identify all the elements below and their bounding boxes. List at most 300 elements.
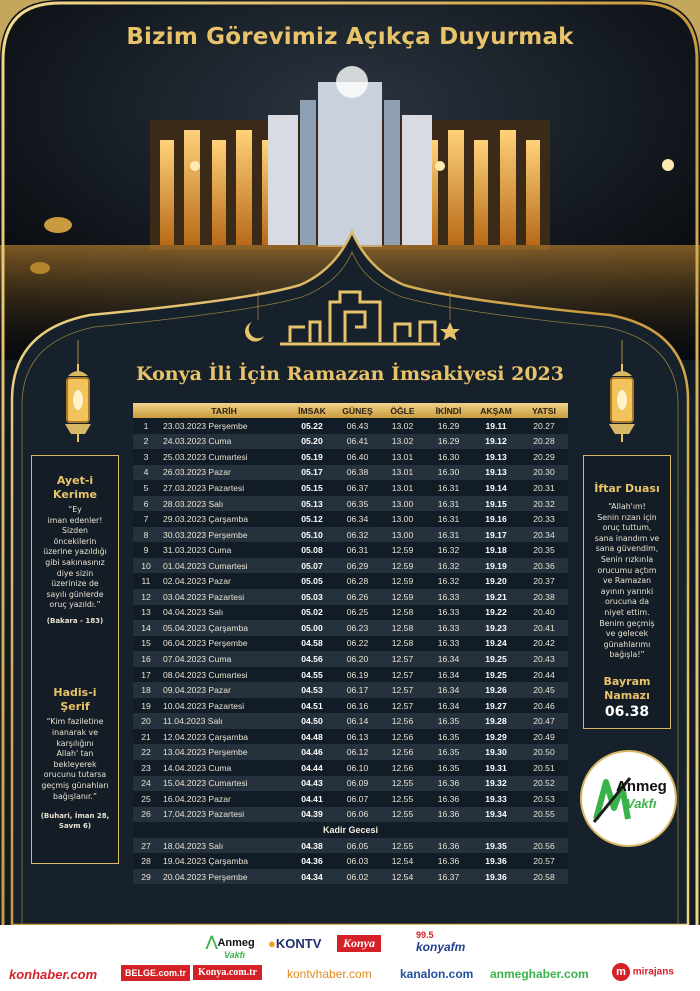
text-line: sana inandım ve bbox=[594, 533, 660, 543]
text-line: Senin rızan için bbox=[597, 512, 657, 522]
ikindi-time: 16.33 bbox=[425, 620, 472, 636]
bayram-namazi-time: 06.38 bbox=[604, 703, 650, 720]
ogle-time: 12.54 bbox=[380, 869, 425, 885]
text-line: bağışlanır.” bbox=[53, 791, 97, 801]
yatsi-time: 20.43 bbox=[520, 651, 568, 667]
ikindi-time: 16.29 bbox=[425, 434, 472, 450]
ogle-time: 12.58 bbox=[380, 620, 425, 636]
ogle-time: 12.57 bbox=[380, 682, 425, 698]
imsak-time: 05.10 bbox=[289, 527, 335, 543]
aksam-time: 19.12 bbox=[472, 434, 520, 450]
gunes-time: 06.19 bbox=[335, 667, 380, 683]
table-row bbox=[133, 636, 568, 652]
row-number: 6 bbox=[133, 496, 159, 512]
gunes-time: 06.35 bbox=[335, 496, 380, 512]
logo-line-1: Anmeg bbox=[616, 778, 667, 795]
aksam-time: 19.14 bbox=[472, 480, 520, 496]
ikindi-time: 16.30 bbox=[425, 465, 472, 481]
imsak-time: 05.00 bbox=[289, 620, 335, 636]
iftar-duasi-text bbox=[592, 502, 662, 661]
imsak-time: 04.56 bbox=[289, 651, 335, 667]
footer-anmeg: ⋀Anmeg Vakfı bbox=[206, 933, 255, 960]
footer-konyafm: 99.5 konyafm bbox=[416, 930, 466, 954]
footer-mirajans: m mirajans bbox=[612, 963, 674, 981]
yatsi-time: 20.28 bbox=[520, 434, 568, 450]
yatsi-time: 20.35 bbox=[520, 542, 568, 558]
row-number: 2 bbox=[133, 434, 159, 450]
text-line: orucunu tutarsa bbox=[43, 770, 107, 780]
row-number: 10 bbox=[133, 558, 159, 574]
kontv-icon: ● bbox=[268, 936, 276, 951]
gunes-time: 06.09 bbox=[335, 776, 380, 792]
row-number: 23 bbox=[133, 760, 159, 776]
aksam-time: 19.20 bbox=[472, 573, 520, 589]
aksam-time: 19.31 bbox=[472, 760, 520, 776]
ogle-time: 13.00 bbox=[380, 496, 425, 512]
imsak-time: 04.34 bbox=[289, 869, 335, 885]
aksam-time: 19.36 bbox=[472, 853, 520, 869]
row-number: 3 bbox=[133, 449, 159, 465]
row-date: 19.04.2023 Çarşamba bbox=[159, 853, 289, 869]
table-row bbox=[133, 449, 568, 465]
ayet-text bbox=[40, 505, 110, 611]
ogle-time: 12.58 bbox=[380, 636, 425, 652]
hadis-text bbox=[40, 717, 110, 802]
gunes-time: 06.12 bbox=[335, 744, 380, 760]
ogle-time: 12.54 bbox=[380, 853, 425, 869]
aksam-time: 19.16 bbox=[472, 511, 520, 527]
yatsi-time: 20.57 bbox=[520, 853, 568, 869]
text-line: oruç yazıldı.” bbox=[49, 600, 101, 610]
anmeg-mini-icon: ⋀ bbox=[206, 933, 218, 949]
table-row bbox=[133, 558, 568, 574]
aksam-time: 19.30 bbox=[472, 744, 520, 760]
table-row bbox=[133, 605, 568, 621]
table-row bbox=[133, 480, 568, 496]
aksam-time: 19.11 bbox=[472, 418, 520, 434]
yatsi-time: 20.41 bbox=[520, 620, 568, 636]
table-row bbox=[133, 838, 568, 854]
ogle-time: 12.55 bbox=[380, 807, 425, 823]
table-row bbox=[133, 776, 568, 792]
row-number: 29 bbox=[133, 869, 159, 885]
aksam-time: 19.13 bbox=[472, 449, 520, 465]
gunes-time: 06.02 bbox=[335, 869, 380, 885]
aksam-time: 19.33 bbox=[472, 791, 520, 807]
ikindi-time: 16.32 bbox=[425, 573, 472, 589]
ikindi-time: 16.33 bbox=[425, 589, 472, 605]
left-lantern-icon bbox=[60, 362, 96, 444]
table-header-row bbox=[133, 403, 568, 418]
ogle-time: 12.56 bbox=[380, 713, 425, 729]
imsak-time: 05.20 bbox=[289, 434, 335, 450]
imsak-time: 04.48 bbox=[289, 729, 335, 745]
yatsi-time: 20.42 bbox=[520, 636, 568, 652]
gunes-time: 06.22 bbox=[335, 636, 380, 652]
gunes-time: 06.40 bbox=[335, 449, 380, 465]
aksam-time: 19.19 bbox=[472, 558, 520, 574]
row-date: 10.04.2023 Pazartesi bbox=[159, 698, 289, 714]
text-line: “Ey bbox=[68, 505, 82, 514]
right-lantern-icon bbox=[604, 362, 640, 444]
aksam-time: 19.22 bbox=[472, 605, 520, 621]
row-date: 31.03.2023 Cuma bbox=[159, 542, 289, 558]
gunes-time: 06.25 bbox=[335, 605, 380, 621]
row-date: 13.04.2023 Perşembe bbox=[159, 744, 289, 760]
text-line: Senin rızkınla bbox=[600, 554, 654, 564]
row-date: 14.04.2023 Cuma bbox=[159, 760, 289, 776]
text-line: “Kim faziletine bbox=[46, 717, 104, 727]
bayram-label-1: Bayram bbox=[603, 674, 651, 688]
row-date: 29.03.2023 Çarşamba bbox=[159, 511, 289, 527]
imsak-time: 05.22 bbox=[289, 418, 335, 434]
ikindi-time: 16.35 bbox=[425, 744, 472, 760]
text-line: sana güvendim, bbox=[595, 544, 659, 554]
hadis-source-2: Savm 6) bbox=[58, 821, 92, 830]
table-row bbox=[133, 713, 568, 729]
gunes-time: 06.34 bbox=[335, 511, 380, 527]
poster-headline: Bizim Görevimiz Açıkça Duyurmak bbox=[126, 24, 574, 50]
gunes-time: 06.37 bbox=[335, 480, 380, 496]
row-date: 08.04.2023 Cumartesi bbox=[159, 667, 289, 683]
yatsi-time: 20.51 bbox=[520, 760, 568, 776]
gunes-time: 06.17 bbox=[335, 682, 380, 698]
row-number: 16 bbox=[133, 651, 159, 667]
table-row bbox=[133, 418, 568, 434]
aksam-time: 19.15 bbox=[472, 496, 520, 512]
ikindi-time: 16.31 bbox=[425, 511, 472, 527]
yatsi-time: 20.29 bbox=[520, 449, 568, 465]
row-date: 07.04.2023 Cuma bbox=[159, 651, 289, 667]
aksam-time: 19.23 bbox=[472, 620, 520, 636]
text-line: Sizden bbox=[62, 526, 88, 536]
mirajans-icon: m bbox=[612, 963, 630, 981]
text-line: sayılı günlerde bbox=[46, 589, 104, 599]
ogle-time: 13.01 bbox=[380, 449, 425, 465]
yatsi-time: 20.33 bbox=[520, 511, 568, 527]
ogle-time: 12.55 bbox=[380, 776, 425, 792]
row-date: 15.04.2023 Cumartesi bbox=[159, 776, 289, 792]
column-header-4: ÖĞLE bbox=[380, 403, 425, 418]
text-line: karşılığını bbox=[56, 738, 94, 748]
ogle-time: 12.59 bbox=[380, 558, 425, 574]
table-row bbox=[133, 744, 568, 760]
gunes-time: 06.32 bbox=[335, 527, 380, 543]
aksam-time: 19.32 bbox=[472, 776, 520, 792]
ogle-time: 13.01 bbox=[380, 465, 425, 481]
footer-konhaber: konhaber.com bbox=[9, 967, 98, 982]
ayet-hadis-box bbox=[31, 455, 119, 864]
yatsi-time: 20.46 bbox=[520, 698, 568, 714]
imsak-time: 05.15 bbox=[289, 480, 335, 496]
row-number: 15 bbox=[133, 636, 159, 652]
imsak-time: 04.43 bbox=[289, 776, 335, 792]
footer-konya: Konya bbox=[337, 935, 381, 952]
table-row bbox=[133, 434, 568, 450]
logo-line-2: Vakfı bbox=[626, 796, 657, 811]
row-date: 28.03.2023 Salı bbox=[159, 496, 289, 512]
ikindi-time: 16.34 bbox=[425, 667, 472, 683]
yatsi-time: 20.58 bbox=[520, 869, 568, 885]
row-date: 16.04.2023 Pazar bbox=[159, 791, 289, 807]
ogle-time: 12.59 bbox=[380, 573, 425, 589]
aksam-time: 19.17 bbox=[472, 527, 520, 543]
text-line: bağışla!” bbox=[609, 650, 645, 660]
calligraphy-ornament bbox=[270, 282, 450, 352]
aksam-time: 19.28 bbox=[472, 713, 520, 729]
ikindi-time: 16.33 bbox=[425, 636, 472, 652]
ogle-time: 13.02 bbox=[380, 434, 425, 450]
table-row bbox=[133, 573, 568, 589]
row-number: 7 bbox=[133, 511, 159, 527]
row-date: 11.04.2023 Salı bbox=[159, 713, 289, 729]
yatsi-time: 20.27 bbox=[520, 418, 568, 434]
gunes-time: 06.13 bbox=[335, 729, 380, 745]
yatsi-time: 20.37 bbox=[520, 573, 568, 589]
gunes-time: 06.10 bbox=[335, 760, 380, 776]
imsak-time: 04.50 bbox=[289, 713, 335, 729]
row-date: 04.04.2023 Salı bbox=[159, 605, 289, 621]
ogle-time: 13.00 bbox=[380, 511, 425, 527]
table-row bbox=[133, 527, 568, 543]
ikindi-time: 16.35 bbox=[425, 713, 472, 729]
row-number: 1 bbox=[133, 418, 159, 434]
ayet-title-2: Kerime bbox=[53, 488, 97, 501]
text-line: üzerine yazıldığı bbox=[43, 547, 107, 557]
text-line: öncekilerin bbox=[53, 536, 97, 546]
row-date: 18.04.2023 Salı bbox=[159, 838, 289, 854]
row-date: 01.04.2023 Cumartesi bbox=[159, 558, 289, 574]
table-row bbox=[133, 667, 568, 683]
column-header-3: GÜNEŞ bbox=[335, 403, 380, 418]
aksam-time: 19.27 bbox=[472, 698, 520, 714]
row-number: 28 bbox=[133, 853, 159, 869]
ogle-time: 13.01 bbox=[380, 480, 425, 496]
table-row bbox=[133, 542, 568, 558]
table-row bbox=[133, 651, 568, 667]
yatsi-time: 20.45 bbox=[520, 682, 568, 698]
ayet-source: (Bakara - 183) bbox=[46, 616, 104, 625]
text-line: ayının yarınki bbox=[600, 586, 654, 596]
row-date: 05.04.2023 Çarşamba bbox=[159, 620, 289, 636]
gunes-time: 06.16 bbox=[335, 698, 380, 714]
text-line: ve Ramazan bbox=[602, 576, 652, 586]
ogle-time: 12.59 bbox=[380, 542, 425, 558]
gunes-time: 06.38 bbox=[335, 465, 380, 481]
row-number: 12 bbox=[133, 589, 159, 605]
ogle-time: 12.55 bbox=[380, 838, 425, 854]
table-row bbox=[133, 589, 568, 605]
gunes-time: 06.07 bbox=[335, 791, 380, 807]
ogle-time: 12.55 bbox=[380, 791, 425, 807]
hadis-title-2: Şerif bbox=[60, 700, 90, 714]
row-number: 4 bbox=[133, 465, 159, 481]
text-line: niyet ettim. bbox=[604, 607, 650, 617]
imsak-time: 05.02 bbox=[289, 605, 335, 621]
row-date: 12.04.2023 Çarşamba bbox=[159, 729, 289, 745]
footer-kanalon: kanalon.com bbox=[400, 967, 474, 981]
imsak-time: 04.51 bbox=[289, 698, 335, 714]
text-line: “Allah'ım! bbox=[608, 502, 646, 511]
table-row bbox=[133, 698, 568, 714]
row-date: 23.03.2023 Perşembe bbox=[159, 418, 289, 434]
column-header-7: YATSI bbox=[520, 403, 568, 418]
kadir-gecesi-row bbox=[133, 822, 568, 838]
imsak-time: 05.08 bbox=[289, 542, 335, 558]
row-number: 8 bbox=[133, 527, 159, 543]
ikindi-time: 16.37 bbox=[425, 869, 472, 885]
kadir-gecesi-label: Kadir Gecesi bbox=[133, 822, 568, 838]
text-line: ve gelecek bbox=[605, 629, 649, 639]
ikindi-time: 16.35 bbox=[425, 760, 472, 776]
footer-kontvhaber: kontvhaber.com bbox=[287, 967, 372, 981]
column-header-0 bbox=[133, 403, 159, 418]
imsak-time: 05.12 bbox=[289, 511, 335, 527]
gunes-time: 06.31 bbox=[335, 542, 380, 558]
imsak-time: 05.05 bbox=[289, 573, 335, 589]
aksam-time: 19.25 bbox=[472, 667, 520, 683]
iftar-duasi-title: İftar Duası bbox=[594, 482, 660, 495]
ikindi-time: 16.30 bbox=[425, 449, 472, 465]
ogle-time: 12.59 bbox=[380, 589, 425, 605]
text-line: Allah' tan bbox=[56, 749, 94, 759]
row-date: 17.04.2023 Pazartesi bbox=[159, 807, 289, 823]
text-line: Benim geçmiş bbox=[599, 618, 655, 628]
footer-konya-com: Konya.com.tr bbox=[193, 965, 262, 980]
row-date: 20.04.2023 Perşembe bbox=[159, 869, 289, 885]
table-title: Konya İli İçin Ramazan İmsakiyesi 2023 bbox=[136, 363, 564, 385]
yatsi-time: 20.47 bbox=[520, 713, 568, 729]
yatsi-time: 20.34 bbox=[520, 527, 568, 543]
aksam-time: 19.29 bbox=[472, 729, 520, 745]
imsak-time: 04.36 bbox=[289, 853, 335, 869]
ikindi-time: 16.32 bbox=[425, 558, 472, 574]
row-date: 02.04.2023 Pazar bbox=[159, 573, 289, 589]
row-date: 09.04.2023 Pazar bbox=[159, 682, 289, 698]
imsak-time: 04.39 bbox=[289, 807, 335, 823]
gunes-time: 06.29 bbox=[335, 558, 380, 574]
row-number: 25 bbox=[133, 791, 159, 807]
yatsi-time: 20.38 bbox=[520, 589, 568, 605]
row-date: 06.04.2023 Perşembe bbox=[159, 636, 289, 652]
table-row bbox=[133, 760, 568, 776]
ikindi-time: 16.36 bbox=[425, 853, 472, 869]
imsak-time: 05.07 bbox=[289, 558, 335, 574]
ikindi-time: 16.36 bbox=[425, 807, 472, 823]
ogle-time: 12.56 bbox=[380, 744, 425, 760]
text-line: geçmiş günahları bbox=[41, 781, 109, 790]
imsakiye-table bbox=[133, 403, 568, 884]
ikindi-time: 16.34 bbox=[425, 682, 472, 698]
sponsor-footer bbox=[0, 925, 700, 991]
footer-belge: BELGE.com.tr bbox=[121, 965, 190, 981]
ikindi-time: 16.36 bbox=[425, 838, 472, 854]
yatsi-time: 20.56 bbox=[520, 838, 568, 854]
aksam-time: 19.26 bbox=[472, 682, 520, 698]
row-date: 27.03.2023 Pazartesi bbox=[159, 480, 289, 496]
ikindi-time: 16.32 bbox=[425, 542, 472, 558]
row-number: 14 bbox=[133, 620, 159, 636]
yatsi-time: 20.53 bbox=[520, 791, 568, 807]
row-number: 27 bbox=[133, 838, 159, 854]
table-row bbox=[133, 496, 568, 512]
column-header-6: AKŞAM bbox=[472, 403, 520, 418]
hadis-title-1: Hadis-i bbox=[53, 686, 97, 700]
gunes-time: 06.28 bbox=[335, 573, 380, 589]
yatsi-time: 20.49 bbox=[520, 729, 568, 745]
row-number: 18 bbox=[133, 682, 159, 698]
imsak-time: 04.44 bbox=[289, 760, 335, 776]
row-date: 24.03.2023 Cuma bbox=[159, 434, 289, 450]
ayet-title-1: Ayet-i bbox=[56, 474, 94, 487]
row-number: 13 bbox=[133, 605, 159, 621]
ikindi-time: 16.36 bbox=[425, 776, 472, 792]
table-row bbox=[133, 620, 568, 636]
yatsi-time: 20.31 bbox=[520, 480, 568, 496]
imsak-time: 05.13 bbox=[289, 496, 335, 512]
anmeg-vakfi-logo bbox=[580, 750, 677, 847]
gunes-time: 06.43 bbox=[335, 418, 380, 434]
ikindi-time: 16.36 bbox=[425, 791, 472, 807]
imsak-time: 04.41 bbox=[289, 791, 335, 807]
ogle-time: 13.00 bbox=[380, 527, 425, 543]
text-line: oruç tuttum, bbox=[602, 523, 652, 533]
row-date: 25.03.2023 Cumartesi bbox=[159, 449, 289, 465]
ikindi-time: 16.31 bbox=[425, 496, 472, 512]
ikindi-time: 16.33 bbox=[425, 605, 472, 621]
table-body bbox=[133, 418, 568, 884]
yatsi-time: 20.44 bbox=[520, 667, 568, 683]
row-number: 22 bbox=[133, 744, 159, 760]
ogle-time: 12.57 bbox=[380, 651, 425, 667]
aksam-time: 19.21 bbox=[472, 589, 520, 605]
yatsi-time: 20.55 bbox=[520, 807, 568, 823]
row-number: 19 bbox=[133, 698, 159, 714]
row-number: 11 bbox=[133, 573, 159, 589]
aksam-time: 19.25 bbox=[472, 651, 520, 667]
imsak-time: 05.19 bbox=[289, 449, 335, 465]
table-row bbox=[133, 853, 568, 869]
row-number: 24 bbox=[133, 776, 159, 792]
column-header-1: TARİH bbox=[159, 403, 289, 418]
text-line: orucumu açtım bbox=[597, 565, 657, 575]
hadis-source-1: (Buhari, İman 28, bbox=[40, 812, 110, 821]
bayram-label-2: Namazı bbox=[604, 688, 650, 702]
imsak-time: 05.17 bbox=[289, 465, 335, 481]
row-date: 30.03.2023 Perşembe bbox=[159, 527, 289, 543]
table-row bbox=[133, 869, 568, 885]
aksam-time: 19.13 bbox=[472, 465, 520, 481]
text-line: üzerinize de bbox=[51, 579, 99, 589]
row-date: 03.04.2023 Pazartesi bbox=[159, 589, 289, 605]
ikindi-time: 16.34 bbox=[425, 698, 472, 714]
gunes-time: 06.03 bbox=[335, 853, 380, 869]
gunes-time: 06.14 bbox=[335, 713, 380, 729]
row-number: 5 bbox=[133, 480, 159, 496]
footer-kontv: ●KONTV bbox=[268, 936, 322, 951]
ogle-time: 12.56 bbox=[380, 760, 425, 776]
ikindi-time: 16.34 bbox=[425, 651, 472, 667]
aksam-time: 19.18 bbox=[472, 542, 520, 558]
text-line: iman edenler! bbox=[47, 515, 103, 525]
row-number: 21 bbox=[133, 729, 159, 745]
text-line: gibi sakınasınız bbox=[45, 557, 105, 567]
row-number: 20 bbox=[133, 713, 159, 729]
table-row bbox=[133, 682, 568, 698]
gunes-time: 06.05 bbox=[335, 838, 380, 854]
aksam-time: 19.24 bbox=[472, 636, 520, 652]
row-number: 17 bbox=[133, 667, 159, 683]
